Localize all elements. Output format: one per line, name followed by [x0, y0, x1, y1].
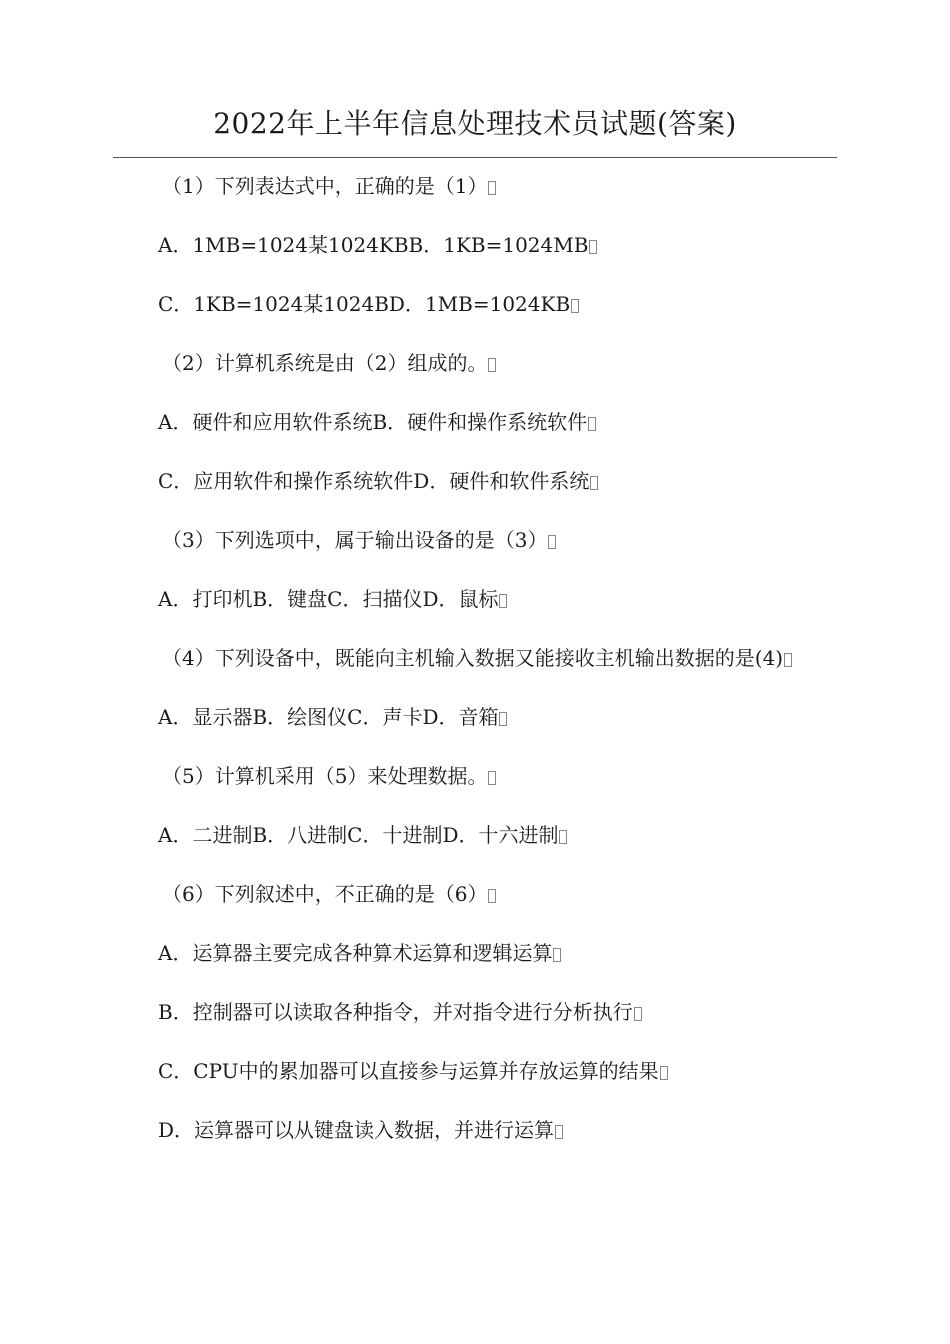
- paragraph-mark-icon: [499, 712, 507, 726]
- question-4: （4）下列设备中，既能向主机输入数据又能接收主机输出数据的是(4): [118, 644, 834, 672]
- paragraph-mark-icon: [488, 771, 496, 785]
- paragraph-mark-icon: [784, 653, 792, 667]
- paragraph-mark-icon: [548, 535, 556, 549]
- paragraph-mark-icon: [553, 948, 561, 962]
- paragraph-mark-icon: [488, 181, 496, 195]
- question-2-options-c-d: C．应用软件和操作系统软件D．硬件和软件系统: [118, 467, 834, 495]
- paragraph-mark-icon: [660, 1066, 668, 1080]
- document-body: [118, 172, 834, 1175]
- paragraph-mark-icon: [559, 830, 567, 844]
- question-6-option-b: B．控制器可以读取各种指令，并对指令进行分析执行: [118, 998, 834, 1026]
- paragraph-mark-icon: [571, 299, 579, 313]
- paragraph-mark-icon: [555, 1125, 563, 1139]
- question-4-options: A．显示器B．绘图仪C．声卡D．音箱: [118, 703, 834, 731]
- page-title: 2022年上半年信息处理技术员试题(答案): [213, 107, 737, 140]
- question-3: （3）下列选项中，属于输出设备的是（3）: [118, 526, 834, 554]
- paragraph-mark-icon: [589, 240, 597, 254]
- paragraph-mark-icon: [488, 358, 496, 372]
- question-6-option-d: D．运算器可以从键盘读入数据，并进行运算: [118, 1116, 834, 1144]
- question-6-option-c: C．CPU中的累加器可以直接参与运算并存放运算的结果: [118, 1057, 834, 1085]
- question-5: （5）计算机采用（5）来处理数据。: [118, 762, 834, 790]
- question-6: （6）下列叙述中，不正确的是（6）: [118, 880, 834, 908]
- paragraph-mark-icon: [588, 417, 596, 431]
- paragraph-mark-icon: [499, 594, 507, 608]
- paragraph-mark-icon: [590, 476, 598, 490]
- question-1-options-a-b: A．1MB=1024某1024KBB．1KB=1024MB: [118, 231, 834, 259]
- paragraph-mark-icon: [634, 1007, 642, 1021]
- paragraph-mark-icon: [488, 889, 496, 903]
- question-1: （1）下列表达式中，正确的是（1）: [118, 172, 834, 200]
- question-3-options: A．打印机B．键盘C．扫描仪D．鼠标: [118, 585, 834, 613]
- question-2-options-a-b: A．硬件和应用软件系统B．硬件和操作系统软件: [118, 408, 834, 436]
- question-6-option-a: A．运算器主要完成各种算术运算和逻辑运算: [118, 939, 834, 967]
- question-2: （2）计算机系统是由（2）组成的。: [118, 349, 834, 377]
- title-divider: [113, 157, 837, 158]
- question-1-options-c-d: C．1KB=1024某1024BD．1MB=1024KB: [118, 290, 834, 318]
- question-5-options: A．二进制B．八进制C．十进制D．十六进制: [118, 821, 834, 849]
